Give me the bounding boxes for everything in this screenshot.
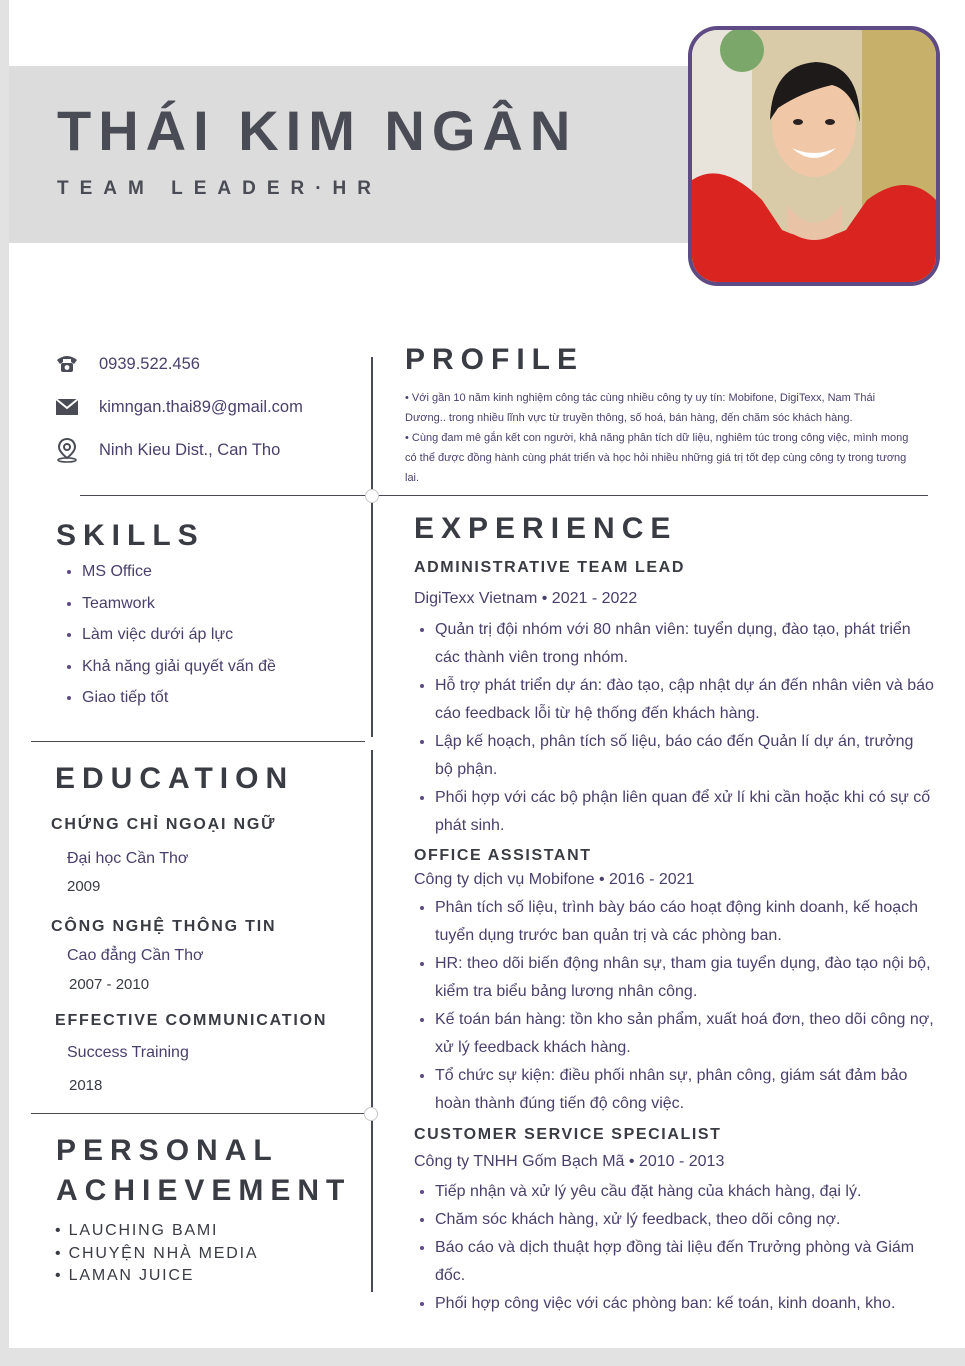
- envelope-icon: [55, 395, 79, 419]
- duty-item: • Báo cáo và dịch thuật hợp đồng tài liệu đến Trưởng phòng và Giám đốc.: [435, 1234, 935, 1290]
- achievement-heading-line1: PERSONAL: [56, 1134, 279, 1167]
- achievement-item: • LAMAN JUICE: [55, 1267, 195, 1284]
- skill-item: • Khả năng giải quyết vấn đề: [82, 655, 276, 687]
- location-pin-icon: [55, 438, 79, 462]
- achievement-heading-line2: ACHIEVEMENT: [56, 1174, 352, 1207]
- duty-item: • Phối hợp với các bộ phận liên quan để xử lí khi cần hoặc khi có sự cố phát sinh.: [435, 784, 935, 840]
- achievement-item: • LAUCHING BAMI: [55, 1222, 219, 1239]
- education-entry-title: CHỨNG CHỈ NGOẠI NGỮ: [51, 816, 277, 833]
- job-company: DigiTexx Vietnam • 2021 - 2022: [414, 590, 638, 607]
- skill-item: • Giao tiếp tốt: [82, 686, 276, 718]
- duty-item: • Lập kế hoạch, phân tích số liệu, báo cáo đến Quản lí dự án, trưởng bộ phận.: [435, 728, 935, 784]
- job-duties: [414, 894, 935, 1118]
- job-title: OFFICE ASSISTANT: [414, 847, 592, 864]
- education-divider: [31, 1113, 371, 1114]
- skill-item: • MS Office: [82, 560, 276, 592]
- skill-item: • Teamwork: [82, 592, 276, 624]
- address: Ninh Kieu Dist., Can Tho: [99, 440, 281, 459]
- profile-paragraph: • Cùng đam mê gắn kết con người, khả năng phân tích dữ liệu, nghiêm túc trong công việc, mình mong có thể được đồng hành cùng phát triển và học hỏi nhiều những giá trị tốt đẹp cùng công ty trong tương lai.: [405, 432, 909, 484]
- education-year: 2007 - 2010: [69, 976, 150, 993]
- contact-address: [55, 438, 280, 462]
- divider-node: [365, 489, 379, 503]
- profile-heading: PROFILE: [405, 343, 585, 376]
- education-heading: EDUCATION: [55, 762, 295, 795]
- duty-item: • Chăm sóc khách hàng, xử lý feedback, theo dõi công nợ.: [435, 1206, 935, 1234]
- job-duties: [414, 616, 935, 840]
- duty-item: • Quản trị đội nhóm với 80 nhân viên: tuyển dụng, đào tạo, phát triển các thành viên trong nhóm.: [435, 616, 935, 672]
- duty-item: • Tổ chức sự kiện: điều phối nhân sự, phân công, giám sát đảm bảo hoàn thành đúng tiến độ công việc.: [435, 1062, 935, 1118]
- education-entry-title: EFFECTIVE COMMUNICATION: [55, 1012, 328, 1029]
- experience-heading: EXPERIENCE: [414, 512, 678, 545]
- education-school: Cao đẳng Cần Thơ: [67, 947, 204, 964]
- job-company: Công ty dịch vụ Mobifone • 2016 - 2021: [414, 871, 695, 888]
- email-address[interactable]: kimngan.thai89@gmail.com: [99, 397, 303, 416]
- education-year: 2009: [67, 878, 101, 895]
- column-divider-bottom: [371, 750, 373, 1292]
- candidate-name: THÁI KIM NGÂN: [57, 99, 578, 162]
- education-entry-title: CÔNG NGHỆ THÔNG TIN: [51, 918, 277, 935]
- duty-item: • HR: theo dõi biến động nhân sự, tham gia tuyển dụng, đào tạo nội bộ, kiểm tra biểu bảng lương nhân công.: [435, 950, 935, 1006]
- skills-heading: SKILLS: [56, 519, 205, 552]
- education-school: Success Training: [67, 1044, 189, 1061]
- job-title: CUSTOMER SERVICE SPECIALIST: [414, 1126, 722, 1143]
- contact-email: [55, 395, 303, 419]
- skills-list: [60, 560, 276, 718]
- phone-number: 0939.522.456: [99, 354, 200, 373]
- skills-divider: [31, 741, 365, 742]
- divider-node: [364, 1107, 378, 1121]
- duty-item: • Tiếp nhận và xử lý yêu cầu đặt hàng của khách hàng, đại lý.: [435, 1178, 935, 1206]
- portrait-illustration: [692, 30, 936, 282]
- profile-summary: [405, 388, 917, 488]
- education-year: 2018: [69, 1077, 103, 1094]
- job-company: Công ty TNHH Gốm Bạch Mã • 2010 - 2013: [414, 1153, 725, 1170]
- candidate-role: TEAM LEADER·HR: [57, 178, 382, 199]
- page-bottom-border: [0, 1348, 965, 1366]
- duty-item: • Phối hợp công việc với các phòng ban: kế toán, kinh doanh, kho.: [435, 1290, 935, 1318]
- profile-divider: [80, 495, 928, 496]
- education-school: Đại học Cần Thơ: [67, 850, 189, 867]
- duty-item: • Phân tích số liệu, trình bày báo cáo hoạt động kinh doanh, kế hoạch tuyển dụng trước ban quản trị và các phòng ban.: [435, 894, 935, 950]
- phone-icon: [55, 352, 79, 376]
- achievement-item: • CHUYỆN NHÀ MEDIA: [55, 1245, 259, 1262]
- page-left-border: [0, 0, 9, 1366]
- contact-phone: [55, 352, 200, 376]
- skill-item: • Làm việc dưới áp lực: [82, 623, 276, 655]
- duty-item: • Hỗ trợ phát triển dự án: đào tạo, cập nhật dự án đến nhân viên và báo cáo feedback lỗi từ hệ thống đến khách hàng.: [435, 672, 935, 728]
- profile-paragraph: • Với gần 10 năm kinh nghiệm công tác cùng nhiều công ty uy tín: Mobifone, DigiTexx, Nam Thái Dương.. trong nhiều lĩnh vực từ truyền thông, số hoá, bán hàng, đến chăm sóc khách hàng.: [405, 392, 876, 424]
- job-duties: [414, 1178, 935, 1318]
- profile-photo: [688, 26, 940, 286]
- column-divider-top: [371, 357, 373, 737]
- duty-item: • Kế toán bán hàng: tồn kho sản phẩm, xuất hoá đơn, theo dõi công nợ, xử lý feedback khách hàng.: [435, 1006, 935, 1062]
- job-title: ADMINISTRATIVE TEAM LEAD: [414, 559, 685, 576]
